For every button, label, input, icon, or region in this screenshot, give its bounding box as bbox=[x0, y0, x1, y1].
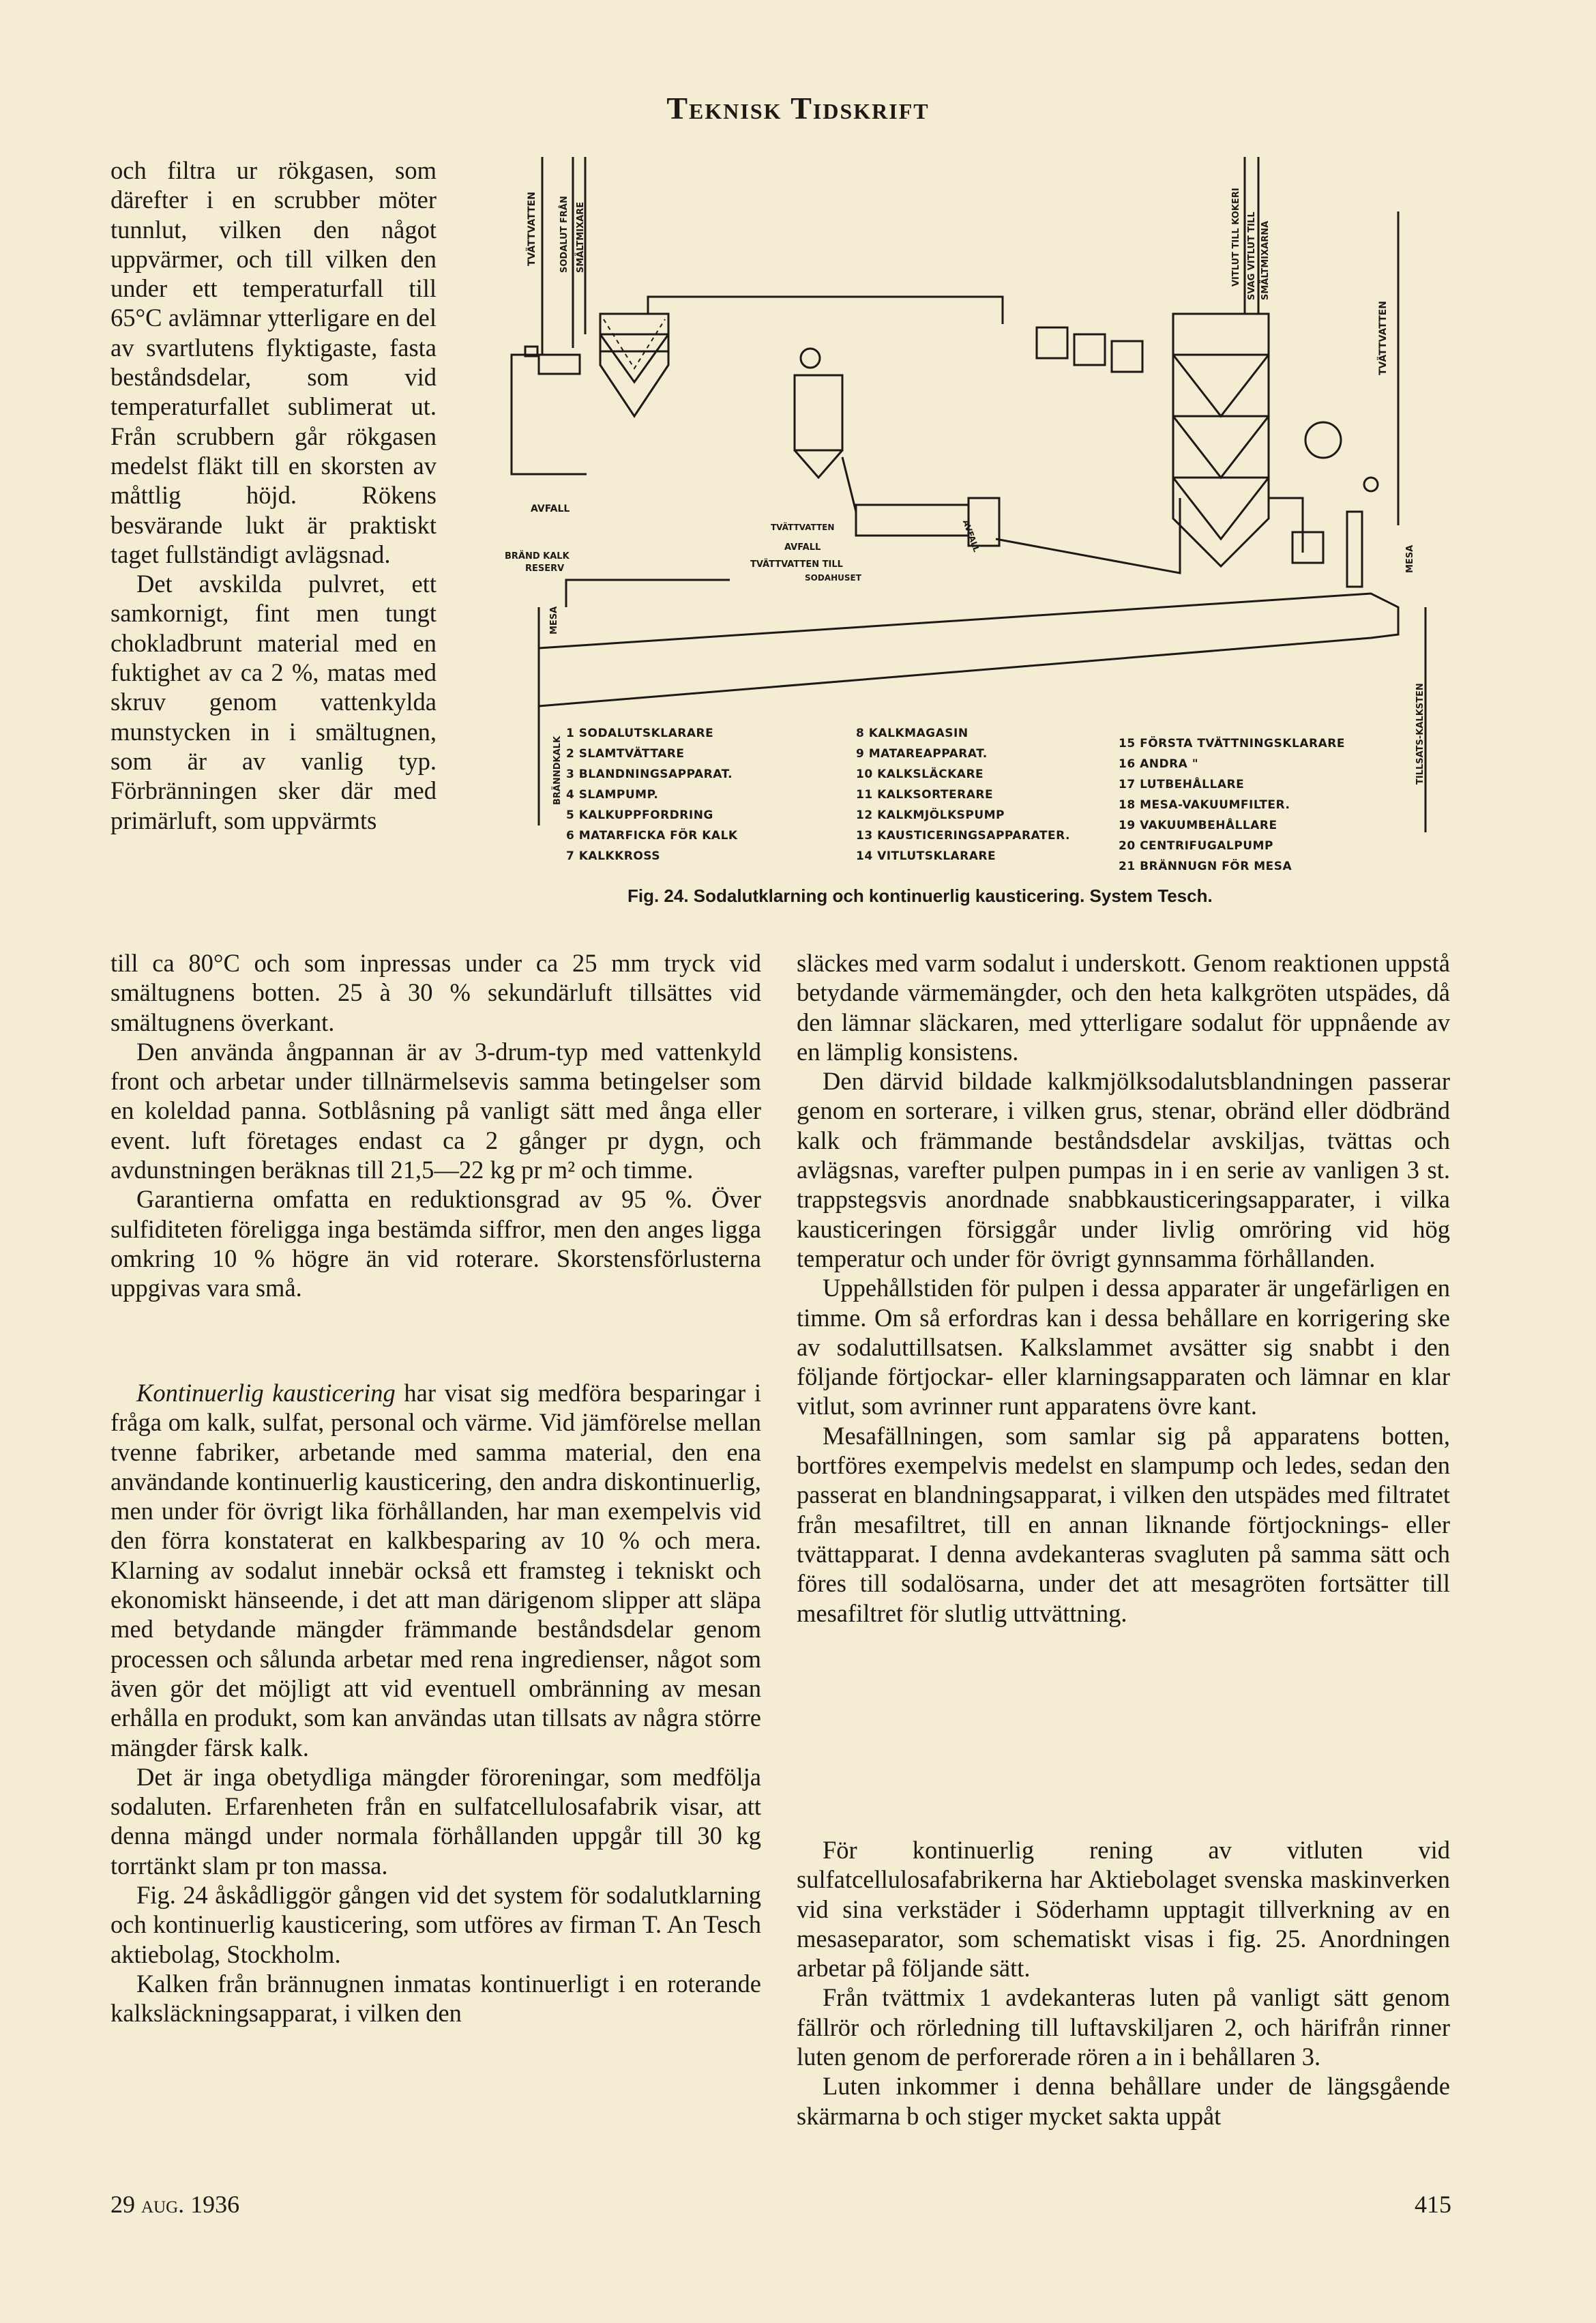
paragraph: Kalken från brännugnen inmatas kontinuerligt i en roterande kalksläckningsapparat, i vilken den bbox=[110, 1969, 761, 2028]
paragraph: Uppehållstiden för pulpen i dessa apparater är ungefärligen en timme. Om så erfordras kan i dessa behållare en korrigering ske av sodaluttillsatsen. Kalkslammet avsätter sig snabbt i den följande förtjockar- eller klarningsapparaten och lämnar en klar vitlut, som avrinner runt apparatens övre kant. bbox=[797, 1274, 1450, 1420]
paragraph: Den använda ångpannan är av 3-drum-typ med vattenkyld front och arbetar under tillnärmelsevis samma betingelser som en koleldad panna. Sotblåsning på vanligt sätt med ånga eller event. luft företages endast ca 2 gånger pr dygn, och avdunstningen beräknas till 21,5—22 kg pr m² och timme. bbox=[110, 1037, 761, 1184]
label-tvattvatten-mid: TVÄTTVATTEN bbox=[771, 523, 835, 532]
right-column-section bbox=[797, 1835, 1450, 2131]
label-smaltmixare: SMÄLTMIXARE bbox=[576, 201, 586, 273]
legend-item: 12 KALKMJÖLKSPUMP bbox=[856, 808, 1005, 822]
left-column-section bbox=[110, 1378, 761, 2028]
label-smaltmixarna: SMÄLTMIXARNA bbox=[1260, 220, 1271, 300]
legend-item: 18 MESA-VAKUUMFILTER. bbox=[1119, 798, 1290, 812]
label-tvattvatten-left: TVÄTTVATTEN bbox=[527, 192, 537, 266]
paragraph: Det avskilda pulvret, ett samkornigt, fint men tungt chokladbrunt material med en fuktighet av ca 2 %, matas med skruv genom vattenkylda munstycken in i smältugnen, som är av vanlig typ. Förbränningen sker där med primärluft, som uppvärmts bbox=[110, 570, 437, 834]
legend-item: 14 VITLUTSKLARARE bbox=[856, 849, 996, 863]
sodalutsklarare-tank bbox=[600, 314, 668, 416]
legend-item: 9 MATAREAPPARAT. bbox=[856, 747, 988, 761]
legend-item: 15 FÖRSTA TVÄTTNINGSKLARARE bbox=[1119, 737, 1345, 750]
label-branndkalk: BRÄNNDKALK bbox=[552, 735, 563, 805]
label-avfall-3: AVFALL bbox=[960, 518, 981, 553]
legend-item: 3 BLANDNINGSAPPARAT. bbox=[566, 768, 733, 781]
legend-item: 19 VAKUUMBEHÅLLARE bbox=[1119, 819, 1277, 832]
label-tvattvatten-till: TVÄTTVATTEN TILL bbox=[750, 559, 843, 570]
figure-legend-col1 bbox=[566, 723, 738, 866]
legend-item: 5 KALKUPPFORDRING bbox=[566, 808, 713, 822]
label-sodalut-fran: SODALUT FRÅN bbox=[559, 196, 570, 273]
footer-date: 29 aug. 1936 bbox=[110, 2191, 240, 2218]
section-text: har visat sig medföra besparingar i fråga om kalk, sulfat, personal och värme. Vid jämförelse mellan tvenne fabriker, arbetande med samma material, den ena användande kontinuerlig kausticering, den andra diskontinuerlig, men under för övrigt lika förhållanden, har man exempelvis vid den förra konstaterat en kalkbesparing av 10 % och mera. Klarning av sodalut innebär också ett framsteg i tekniskt och ekonomiskt hänseende, i det att man därigenom slipper att släpa med betydande mängder främmande beståndsdelar genom processen och sålunda arbetar med rena ingredienser, något som även gör det möjligt att vid eventuell ombränning av mesan erhålla en produkt, som kan användas utan tillsats av några större mängder färsk kalk. bbox=[110, 1379, 762, 1762]
label-mesa-right: MESA bbox=[1405, 544, 1415, 573]
vitlutsklarare-stack bbox=[1173, 314, 1269, 566]
page-number: 415 bbox=[1415, 2191, 1451, 2218]
kalkmagasin bbox=[795, 349, 842, 478]
paragraph: Från tvättmix 1 avdekanteras luten på vanligt sätt genom fällrör och rörledning till luftavskiljaren 2, och härifrån rinner luten genom de perforerade rören a in i behållaren 3. bbox=[797, 1983, 1450, 2071]
label-tvattvatten-right: TVÄTTVATTEN bbox=[1378, 301, 1389, 375]
journal-header: Teknisk Tidskrift bbox=[666, 91, 930, 126]
label-brand-kalk: BRÄND KALK bbox=[505, 551, 570, 561]
label-svag-vitlut-till: SVAG VITLUT TILL bbox=[1247, 211, 1257, 300]
kalksläckare bbox=[856, 505, 969, 536]
legend-item: 17 LUTBEHÅLLARE bbox=[1119, 778, 1245, 791]
legend-item: 11 KALKSORTERARE bbox=[856, 788, 994, 802]
figure-legend-col2 bbox=[856, 723, 1070, 866]
label-mesa-left: MESA bbox=[549, 606, 559, 634]
legend-item: 2 SLAMTVÄTTARE bbox=[566, 747, 685, 761]
figure-caption: Fig. 24. Sodalutklarning och kontinuerlig kausticering. System Tesch. bbox=[627, 886, 1213, 906]
legend-item: 21 BRÄNNUGN FÖR MESA bbox=[1119, 860, 1292, 873]
paragraph: Mesafällningen, som samlar sig på apparatens botten, bortföres exempelvis medelst en slampump och ledes, sedan den passerat en blandningsapparat, i vilken den utspädes med filtratet från mesafiltret, till en annan liknande förtjocknings- eller tvättapparat. I denna avdekanteras svagluten på samma sätt och föres till sodalösarna, under det att mesagröten fortsätter till mesafiltret för slutlig uttvättning. bbox=[797, 1421, 1450, 1627]
paragraph: och filtra ur rökgasen, som därefter i en scrubber möter tunnlut, vilken den något uppvärmer, och till vilken den under ett temperaturfall till 65°C avlämnar ytterligare en del av svartlutens flyktigaste, fasta beståndsdelar, som vid temperaturfallet sublimerat ut. Från scrubbern går rökgasen medelst fläkt till en skorsten av måttlig höjd. Rökens besvärande lukt är praktiskt taget fullständigt avlägsnad. bbox=[110, 156, 437, 568]
label-avfall-2: AVFALL bbox=[784, 542, 821, 553]
legend-item: 10 KALKSLÄCKARE bbox=[856, 768, 984, 781]
legend-item: 13 KAUSTICERINGSAPPARATER. bbox=[856, 829, 1070, 843]
legend-item: 7 KALKKROSS bbox=[566, 849, 661, 863]
section-paragraph bbox=[110, 1378, 761, 1762]
label-avfall-1: AVFALL bbox=[531, 503, 570, 514]
paragraph: till ca 80°C och som inpressas under ca 25 mm tryck vid smältugnens botten. 25 à 30 % sekundärluft tillsättes vid smältugnens överkant. bbox=[110, 949, 761, 1036]
legend-item: 8 KALKMAGASIN bbox=[856, 727, 969, 740]
brannugn-for-mesa bbox=[539, 594, 1398, 706]
paragraph: Det är inga obetydliga mängder föroreningar, som medfölja sodaluten. Erfarenheten från en sulfatcellulosafabrik visar, att denna mängd under normala förhållanden uppgår till 30 kg torrtänkt slam pr ton massa. bbox=[110, 1762, 761, 1880]
label-sodahuset: SODAHUSET bbox=[805, 573, 861, 583]
legend-item: 6 MATARFICKA FÖR KALK bbox=[566, 829, 738, 843]
paragraph: Luten inkommer i denna behållare under de längsgående skärmarna b och stiger mycket sakta uppåt bbox=[797, 2072, 1450, 2130]
label-vitlut-till-kokeri: VITLUT TILL KOKERI bbox=[1231, 188, 1241, 287]
paragraph: Garantierna omfatta en reduktionsgrad av 95 %. Över sulfiditeten föreligga inga bestämda siffror, men den anges ligga omkring 10 % högre än vid roterare. Skorstensförlusterna uppgivas vara små. bbox=[110, 1185, 761, 1302]
figure-legend-col3 bbox=[1119, 733, 1345, 877]
legend-item: 20 CENTRIFUGALPUMP bbox=[1119, 839, 1273, 853]
left-column-top bbox=[110, 156, 437, 835]
label-reserv: RESERV bbox=[525, 564, 565, 574]
section-heading: Kontinuerlig kausticering bbox=[136, 1379, 396, 1407]
paragraph: Fig. 24 åskådliggör gången vid det system för sodalutklarning och kontinuerlig kausticering, som utföres av firman T. An Tesch aktiebolag, Stockholm. bbox=[110, 1881, 761, 1968]
legend-item: 1 SODALUTSKLARARE bbox=[566, 727, 714, 740]
legend-item: 4 SLAMPUMP. bbox=[566, 788, 659, 802]
right-column bbox=[797, 948, 1450, 1628]
label-tillsats-kalksten: TILLSATS-KALKSTEN bbox=[1415, 683, 1425, 785]
paragraph: För kontinuerlig rening av vitluten vid sulfatcellulosafabrikerna har Aktiebolaget svenska maskinverken vid sina verkstäder i Söderhamn upptagit tillverkning av en mesaseparator, som schematiskt visas i fig. 25. Anordningen arbetar på följande sätt. bbox=[797, 1836, 1450, 1983]
paragraph: släckes med varm sodalut i underskott. Genom reaktionen uppstå betydande värmemängder, och den heta kalkgröten utspädes, då den lämnar släckaren, med ytterligare sodalut för uppnående av en lämplig konsistens. bbox=[797, 949, 1450, 1066]
paragraph: Den därvid bildade kalkmjölksodalutsblandningen passerar genom en sorterare, i vilken grus, stenar, obränd eller dödbränd kalk och främmande beståndsdelar avskiljas, tvättas och avlägsnas, varefter pulpen pumpas in i en serie av vanligen 3 st. trappstegsvis anordnade snabbkausticeringsapparater, i vilka kausticeringen försiggår under livlig omröring vid hög temperatur och under för övrigt gynnsamma förhållanden. bbox=[797, 1067, 1450, 1272]
legend-item: 16 ANDRA " bbox=[1119, 757, 1199, 771]
left-column-bottom bbox=[110, 948, 761, 1303]
